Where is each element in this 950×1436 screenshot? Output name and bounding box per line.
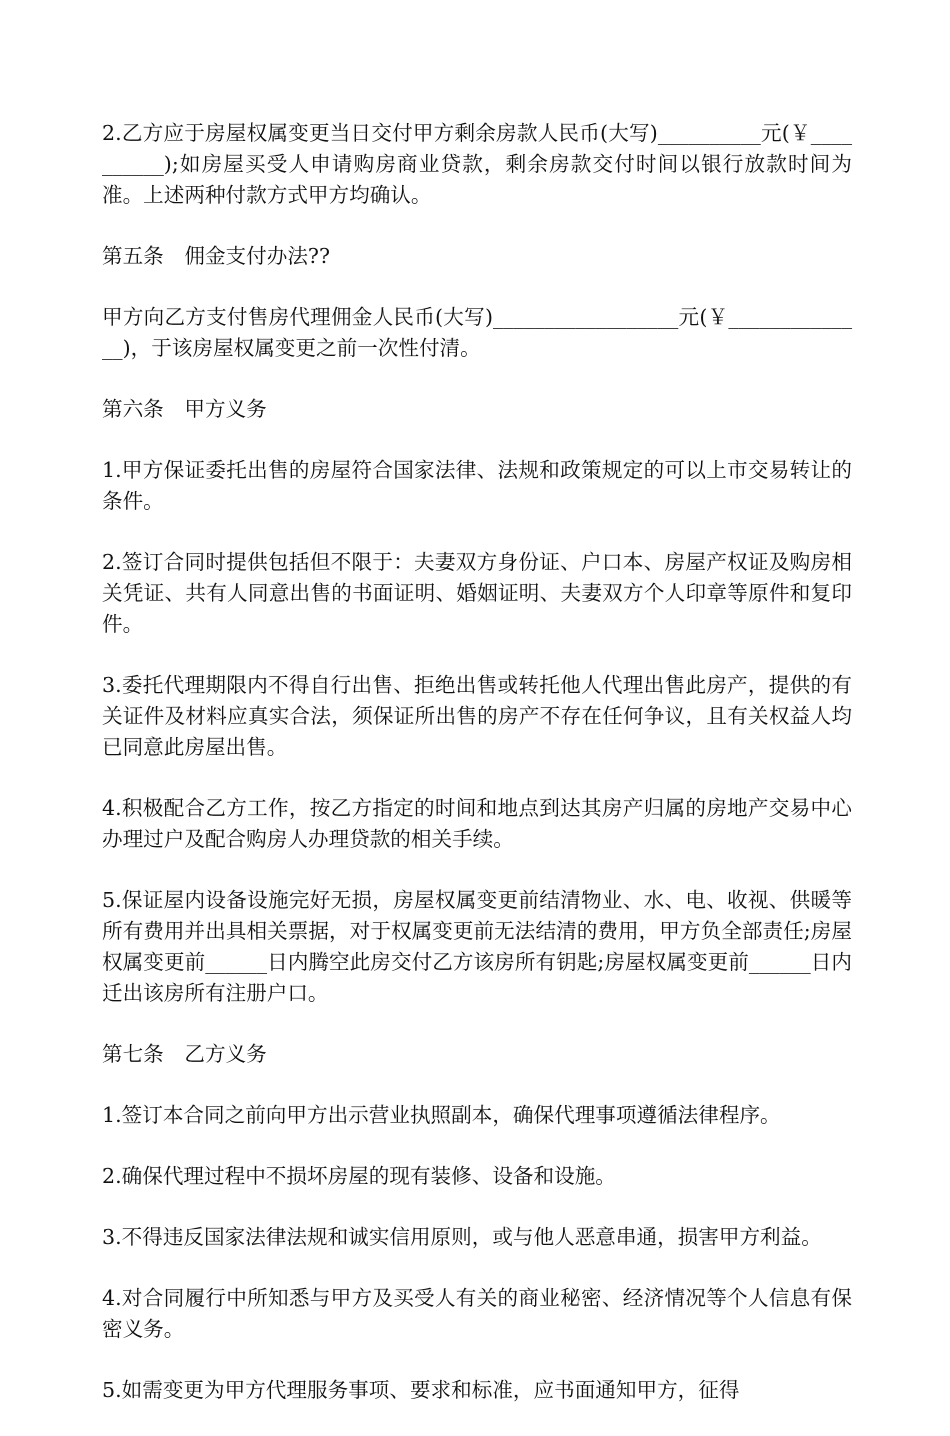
- paragraph-party-b-duty-5: 5.如需变更为甲方代理服务事项、要求和标准，应书面通知甲方，征得: [102, 1378, 740, 1402]
- paragraph-party-a-duty-1: 1.甲方保证委托出售的房屋符合国家法律、法规和政策规定的可以上市交易转让的条件。: [102, 458, 852, 513]
- paragraph-remaining-payment: 2.乙方应于房屋权属变更当日交付甲方剩余房款人民币(大写)__________元(￥__________);如房屋买受人申请购房商业贷款，剩余房款交付时间以银行放款时间为准。上述两种付款方式甲方均确认。: [102, 121, 852, 207]
- heading-article-5: 第五条 佣金支付办法??: [102, 244, 331, 268]
- paragraph-party-a-duty-3: 3.委托代理期限内不得自行出售、拒绝出售或转托他人代理出售此房产，提供的有关证件及材料应真实合法，须保证所出售的房产不存在任何争议，且有关权益人均已同意此房屋出售。: [102, 673, 852, 759]
- paragraph-party-b-duty-4: 4.对合同履行中所知悉与甲方及买受人有关的商业秘密、经济情况等个人信息有保密义务。: [102, 1286, 852, 1341]
- paragraph-party-b-duty-2: 2.确保代理过程中不损坏房屋的现有装修、设备和设施。: [102, 1164, 616, 1188]
- heading-article-7: 第七条 乙方义务: [102, 1042, 267, 1066]
- paragraph-party-a-duty-2: 2.签订合同时提供包括但不限于：夫妻双方身份证、户口本、房屋产权证及购房相关凭证、共有人同意出售的书面证明、婚姻证明、夫妻双方个人印章等原件和复印件。: [102, 550, 852, 636]
- paragraph-party-b-duty-1: 1.签订本合同之前向甲方出示营业执照副本，确保代理事项遵循法律程序。: [102, 1103, 781, 1127]
- paragraph-commission-payment: 甲方向乙方支付售房代理佣金人民币(大写)__________________元(￥______________)，于该房屋权属变更之前一次性付清。: [102, 305, 852, 360]
- document-page: [102, 118, 852, 1436]
- paragraph-party-a-duty-4: 4.积极配合乙方工作，按乙方指定的时间和地点到达其房产归属的房地产交易中心办理过户及配合购房人办理贷款的相关手续。: [102, 796, 852, 851]
- heading-article-6: 第六条 甲方义务: [102, 397, 267, 421]
- paragraph-party-b-duty-3: 3.不得违反国家法律法规和诚实信用原则，或与他人恶意串通，损害甲方利益。: [102, 1225, 822, 1249]
- paragraph-party-a-duty-5: 5.保证屋内设备设施完好无损，房屋权属变更前结清物业、水、电、收视、供暖等所有费用并出具相关票据，对于权属变更前无法结清的费用，甲方负全部责任;房屋权属变更前______日内腾空此房交付乙方该房所有钥匙;房屋权属变更前______日内迁出该房所有注册户口。: [102, 888, 852, 1005]
